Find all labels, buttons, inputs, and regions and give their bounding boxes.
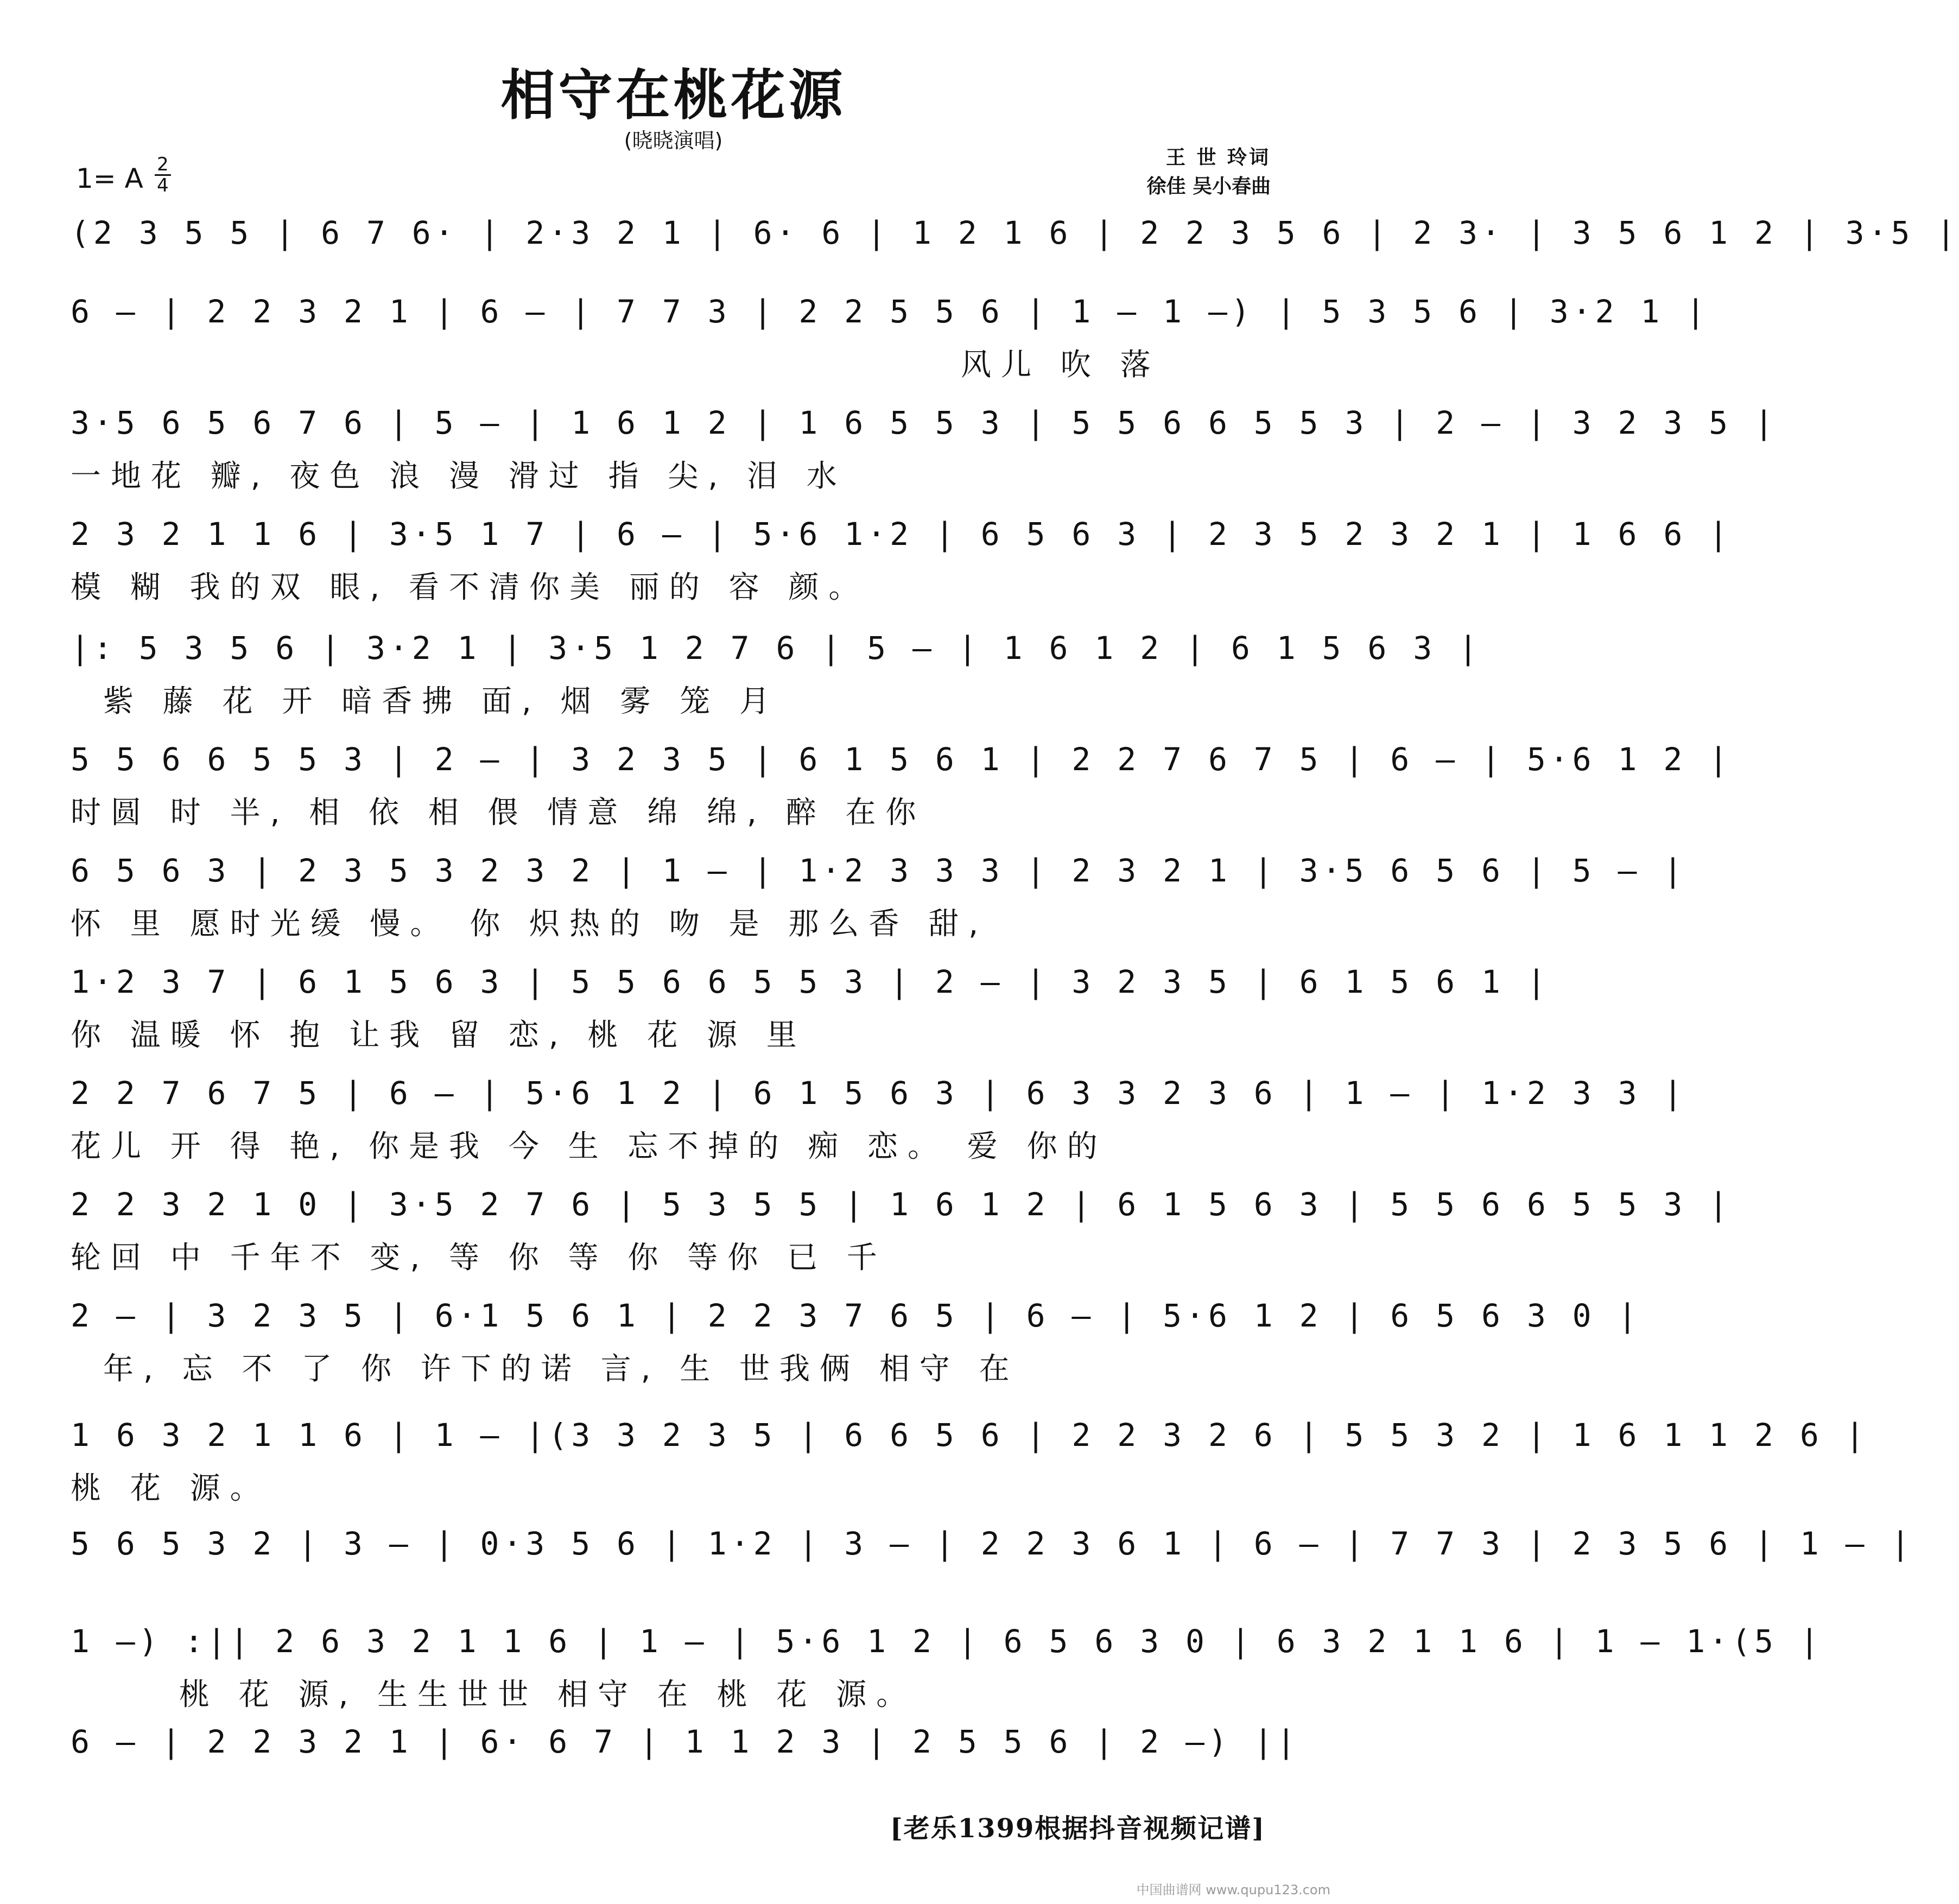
lyrics-line: 你 温暖 怀 抱 让我 留 恋, 桃 花 源 里 [71, 1018, 807, 1053]
lyrics-line: 模 糊 我的双 眼, 看不清你美 丽的 容 颜。 [71, 570, 869, 605]
notation-line: 1·2 3 7 | 6 1 5 6 3 | 5 5 6 6 5 5 3 | 2 – | 3 2 3 5 | 6 1 5 6 1 | [71, 963, 1550, 1000]
meter-bottom: 4 [157, 175, 169, 196]
notation-line: 5 6 5 3 2 | 3 – | 0·3 5 6 | 1·2 | 3 – | 2 2 3 6 1 | 6 – | 7 7 3 | 2 3 5 6 | 1 – | [71, 1525, 1914, 1562]
key-signature: 1= A [76, 163, 143, 194]
notation-line: |: 5 3 5 6 | 3·2 1 | 3·5 1 2 7 6 | 5 – | 1 6 1 2 | 6 1 5 6 3 | [71, 630, 1481, 667]
notation-line: 2 2 3 2 1 0 | 3·5 2 7 6 | 5 3 5 5 | 1 6 1 2 | 6 1 5 6 3 | 5 5 6 6 5 5 3 | [71, 1186, 1732, 1223]
meter-top: 2 [155, 155, 171, 176]
notation-line: 6 5 6 3 | 2 3 5 3 2 3 2 | 1 – | 1·2 3 3 3 | 2 3 2 1 | 3·5 6 5 6 | 5 – | [71, 852, 1687, 889]
song-title: 相守在桃花源 [500, 64, 846, 127]
notation-line: 3·5 6 5 6 7 6 | 5 – | 1 6 1 2 | 1 6 5 5 3 | 5 5 6 6 5 5 3 | 2 – | 3 2 3 5 | [71, 404, 1777, 441]
lyricist-credit: 王 世 玲词 [1165, 147, 1271, 169]
transcription-credit: [老乐1399根据抖音视频记谱] [890, 1813, 1265, 1844]
notation-line: 6 – | 2 2 3 2 1 | 6· 6 7 | 1 1 2 3 | 2 5 5 6 | 2 –) || [71, 1723, 1299, 1760]
notation-line: 2 – | 3 2 3 5 | 6·1 5 6 1 | 2 2 3 7 6 5 | 6 – | 5·6 1 2 | 6 5 6 3 0 | [71, 1297, 1641, 1334]
lyrics-line: 一地花 瓣, 夜色 浪 漫 滑过 指 尖, 泪 水 [71, 459, 847, 494]
lyrics-line: 风儿 吹 落 [961, 347, 1161, 383]
time-signature [155, 155, 171, 195]
lyrics-line: 紫 藤 花 开 暗香拂 面, 烟 雾 笼 月 [103, 684, 780, 719]
performer-note: (晓晓演唱) [624, 129, 723, 153]
site-watermark: 中国曲谱网 www.qupu123.com [1136, 1882, 1330, 1897]
composer-credit: 徐佳 吴小春曲 [1146, 175, 1271, 198]
notation-line: 1 6 3 2 1 1 6 | 1 – |(3 3 2 3 5 | 6 6 5 6 | 2 2 3 2 6 | 5 5 3 2 | 1 6 1 1 2 6 | [71, 1417, 1868, 1454]
notation-line: 1 –) :|| 2 6 3 2 1 1 6 | 1 – | 5·6 1 2 | 6 5 6 3 0 | 6 3 2 1 1 6 | 1 – 1·(5 | [71, 1623, 1823, 1660]
lyrics-line: 花儿 开 得 艳, 你是我 今 生 忘不掉的 痴 恋。 爱 你的 [71, 1129, 1107, 1164]
notation-line: 6 – | 2 2 3 2 1 | 6 – | 7 7 3 | 2 2 5 5 6 | 1 – 1 –) | 5 3 5 6 | 3·2 1 | [71, 293, 1709, 330]
lyrics-line: 怀 里 愿时光缓 慢。 你 炽热的 吻 是 那么香 甜, [71, 906, 988, 942]
lyrics-line: 时圆 时 半, 相 依 相 偎 情意 绵 绵, 醉 在你 [71, 795, 926, 830]
lyrics-line: 年, 忘 不 了 你 许下的诺 言, 生 世我俩 相守 在 [103, 1351, 1019, 1387]
notation-line: 5 5 6 6 5 5 3 | 2 – | 3 2 3 5 | 6 1 5 6 1 | 2 2 7 6 7 5 | 6 – | 5·6 1 2 | [71, 741, 1732, 778]
lyrics-line: 轮回 中 千年不 变, 等 你 等 你 等你 已 千 [71, 1240, 887, 1275]
lyrics-line: 桃 花 源, 生生世世 相守 在 桃 花 源。 [179, 1677, 917, 1712]
lyrics-line: 桃 花 源。 [71, 1471, 270, 1506]
notation-line: 2 2 7 6 7 5 | 6 – | 5·6 1 2 | 6 1 5 6 3 | 6 3 3 2 3 6 | 1 – | 1·2 3 3 | [71, 1075, 1687, 1112]
notation-line: (2 3 5 5 | 6 7 6· | 2·3 2 1 | 6· 6 | 1 2 1 6 | 2 2 3 5 6 | 2 3· | 3 5 6 1 2 | 3·5 | [71, 214, 1959, 251]
notation-line: 2 3 2 1 1 6 | 3·5 1 7 | 6 – | 5·6 1·2 | 6 5 6 3 | 2 3 5 2 3 2 1 | 1 6 6 | [71, 516, 1732, 553]
